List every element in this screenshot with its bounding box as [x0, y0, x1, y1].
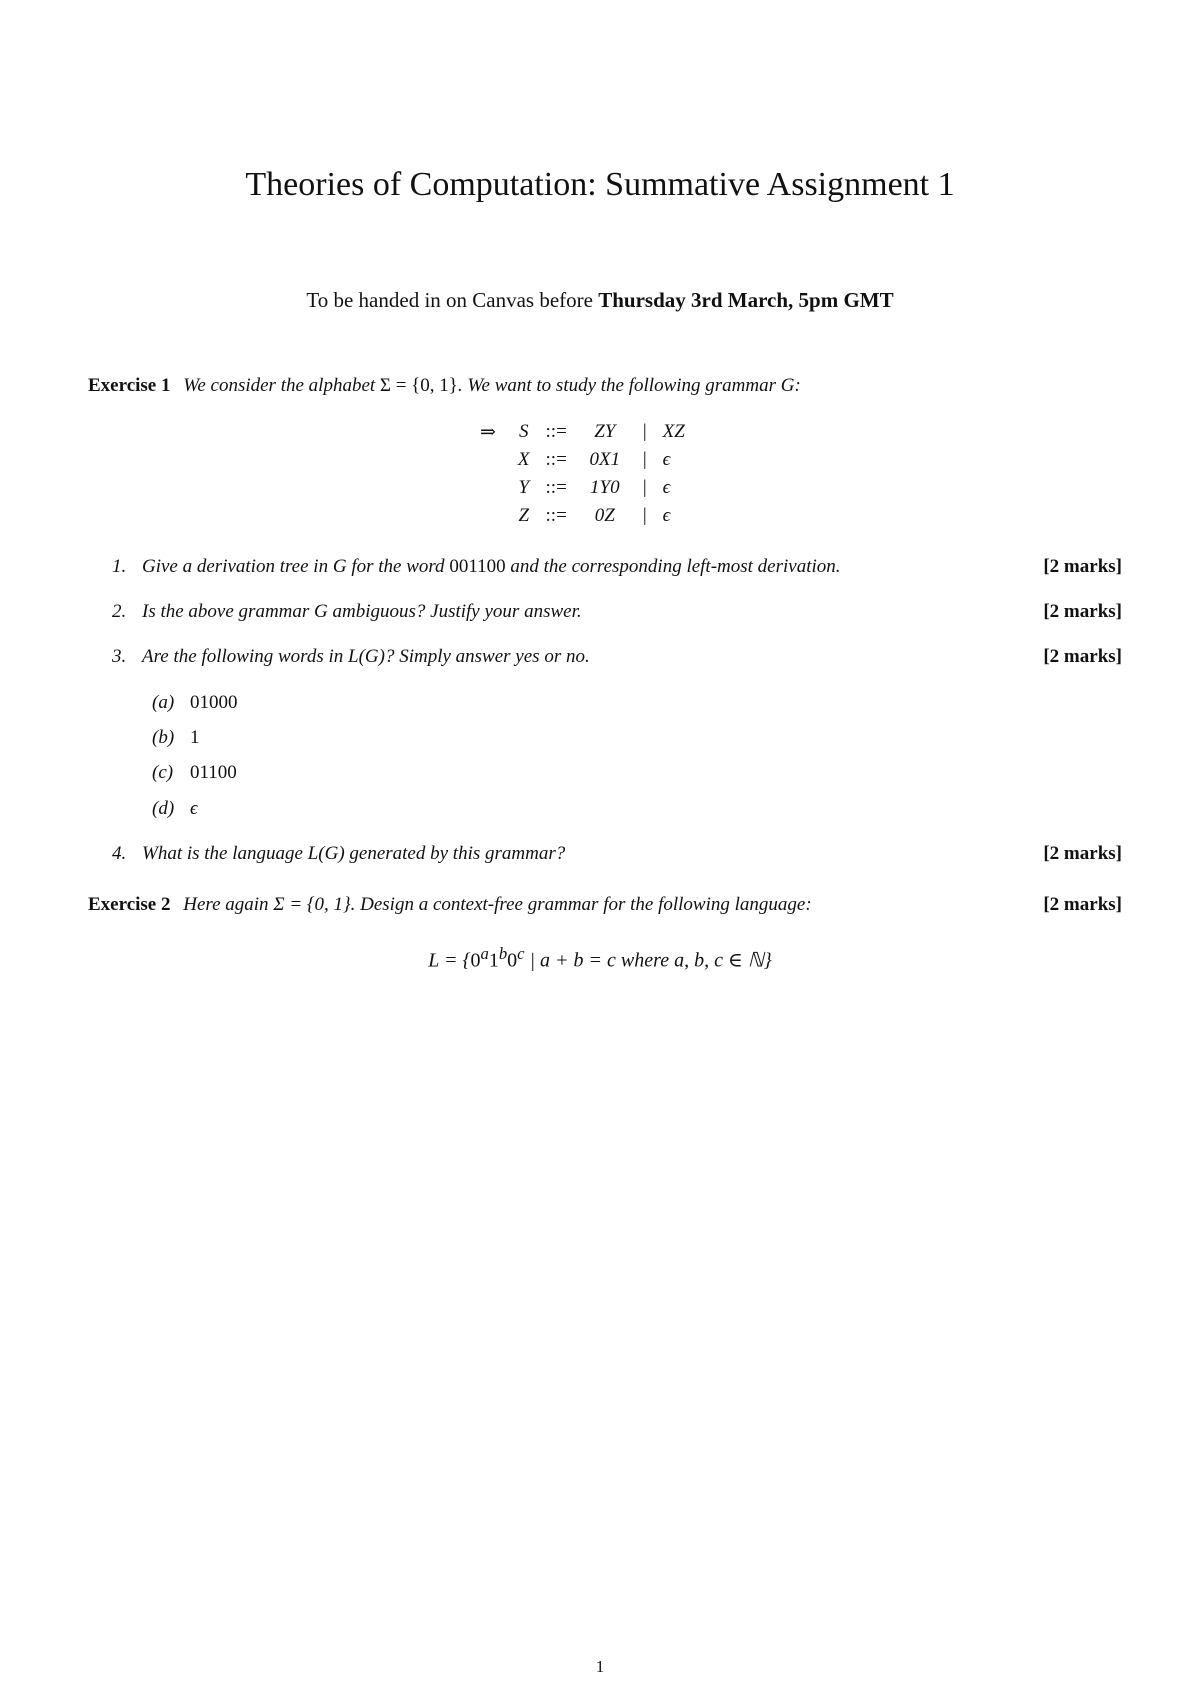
language-term: 1 — [488, 949, 499, 972]
question-3 — [112, 646, 1122, 668]
exercise-1-alphabet: Σ = {0, 1} — [379, 375, 458, 396]
rule-bar: | — [642, 477, 647, 498]
deadline-line — [0, 288, 1200, 313]
question-1-text-a: Give a derivation tree in — [142, 556, 333, 577]
exercise-1-text-a: We consider the alphabet — [183, 375, 380, 396]
language-lhs: L = { — [428, 949, 471, 972]
grammar-rule — [472, 474, 693, 502]
rule-rhs1: ZY — [594, 421, 616, 442]
question-number: 2. — [112, 601, 127, 622]
exercise-1-grammar-name: G — [780, 375, 795, 396]
question-4 — [112, 843, 1122, 865]
question-1-word: 001100 — [449, 556, 506, 577]
sub-item-value: 01000 — [190, 692, 238, 713]
rule-rhs2: XZ — [662, 421, 685, 442]
marks-label: [2 marks] — [1043, 894, 1122, 915]
language-term: 0 — [470, 949, 481, 972]
language-definition — [0, 944, 1200, 973]
marks-label: [2 marks] — [1043, 843, 1122, 864]
marks-label: [2 marks] — [1043, 601, 1122, 622]
page-number: 1 — [595, 1657, 605, 1676]
grammar-rule — [472, 418, 693, 446]
rule-rhs1: 1Y0 — [590, 477, 620, 498]
rule-lhs: Z — [518, 505, 530, 526]
sub-item-label: (a) — [152, 692, 175, 713]
rule-lhs: S — [518, 421, 529, 442]
sub-item — [152, 727, 200, 749]
question-2 — [112, 601, 1122, 623]
sub-item-label: (b) — [152, 727, 175, 748]
language-exponent: c — [517, 944, 525, 963]
deadline-prefix: To be handed in on Canvas before — [306, 288, 599, 312]
rule-rhs2: ϵ — [662, 449, 671, 470]
question-1-text-c: and the corresponding left-most derivation. — [505, 556, 841, 577]
sub-item-label: (d) — [152, 798, 175, 819]
document-title: Theories of Computation: Summative Assignment 1 — [245, 166, 955, 203]
question-2-text: Is the above grammar G ambiguous? Justify your answer. — [142, 601, 582, 622]
sub-item — [152, 762, 237, 784]
question-number: 4. — [112, 843, 127, 864]
rule-lhs: Y — [518, 477, 530, 498]
sub-item-value: 01100 — [190, 762, 237, 783]
exercise-1-text-c: : — [794, 375, 801, 396]
question-number: 3. — [112, 646, 127, 667]
start-arrow-icon: ⇒ — [480, 421, 496, 443]
rule-rhs2: ϵ — [662, 477, 671, 498]
rule-lhs: X — [517, 449, 530, 470]
deadline-date: Thursday 3rd March, 5pm GMT — [598, 288, 894, 312]
marks-label: [2 marks] — [1043, 646, 1122, 667]
exercise-1-label: Exercise 1 — [88, 375, 171, 396]
language-condition: | a + b = c where a, b, c ∈ ℕ} — [524, 949, 772, 972]
sub-item-value: 1 — [190, 727, 200, 748]
language-exponent: a — [480, 944, 489, 963]
question-1-grammar: G — [332, 556, 347, 577]
sub-item — [152, 798, 198, 820]
rule-bar: | — [642, 505, 647, 526]
rule-bar: | — [642, 421, 647, 442]
question-4-text: What is the language L(G) generated by this grammar? — [142, 843, 566, 864]
grammar-rule — [472, 446, 693, 474]
language-term: 0 — [507, 949, 518, 972]
marks-label: [2 marks] — [1043, 556, 1122, 577]
rule-rhs1: 0X1 — [589, 449, 621, 470]
question-1 — [112, 556, 1122, 578]
question-3-text: Are the following words in L(G)? Simply answer yes or no. — [142, 646, 590, 667]
rule-op: ::= — [545, 421, 567, 442]
sub-item-value: ϵ — [190, 798, 198, 819]
sub-item — [152, 692, 238, 714]
rule-op: ::= — [545, 449, 567, 470]
question-1-text-b: for the word — [346, 556, 450, 577]
language-exponent: b — [498, 944, 508, 963]
exercise-2-label: Exercise 2 — [88, 894, 171, 915]
sub-item-label: (c) — [152, 762, 174, 783]
exercise-2-text: Here again Σ = {0, 1}. Design a context-free grammar for the following language: — [183, 894, 812, 915]
rule-op: ::= — [545, 477, 567, 498]
exercise-1-heading — [88, 375, 1122, 397]
rule-rhs1: 0Z — [594, 505, 615, 526]
exercise-1-text-b: . We want to study the following grammar — [457, 375, 781, 396]
grammar-rules-table — [472, 418, 693, 530]
rule-bar: | — [642, 449, 647, 470]
rule-rhs2: ϵ — [662, 505, 671, 526]
exercise-2-heading — [88, 894, 1122, 916]
rule-op: ::= — [545, 505, 567, 526]
question-number: 1. — [112, 556, 127, 577]
grammar-rule — [472, 502, 693, 530]
